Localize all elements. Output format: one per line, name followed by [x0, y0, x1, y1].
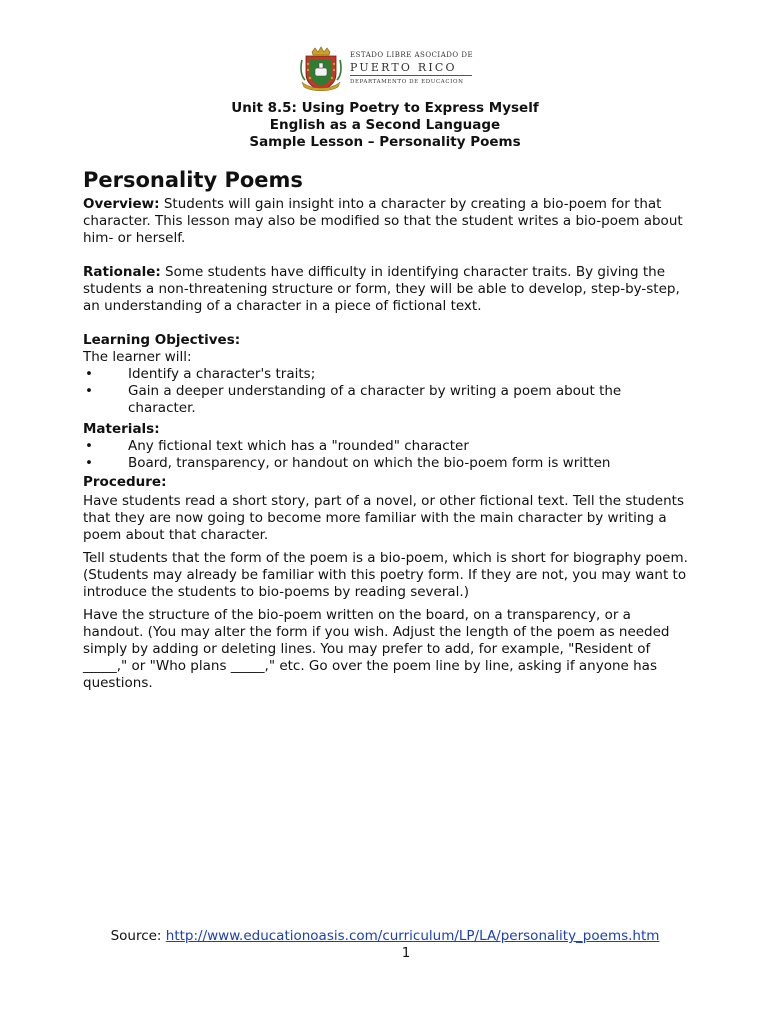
overview-text: Students will gain insight into a character by creating a bio-poem for that character. This lesson may also be modified so that the student writes a bio-poem about him- or herself. — [83, 196, 683, 246]
agency-line-3: DEPARTAMENTO DE EDUCACION — [350, 79, 464, 86]
bullet-icon: • — [85, 383, 93, 399]
list-item — [83, 455, 693, 472]
procedure-label: Procedure: — [83, 474, 167, 490]
procedure-paragraph: Tell students that the form of the poem is a bio-poem, which is short for biography poem. (Students may already be familiar with this poetry form. If they are not, you may want to introduce the students to bio-poems by reading several.) — [83, 550, 688, 600]
list-item-text: Board, transparency, or handout on which the bio-poem form is written — [128, 455, 611, 471]
agency-logo — [298, 44, 478, 94]
agency-line-1: ESTADO LIBRE ASOCIADO DE — [350, 51, 474, 60]
bullet-icon: • — [85, 366, 93, 382]
course-title: English as a Second Language — [269, 117, 501, 133]
agency-divider — [350, 75, 472, 76]
lesson-subtitle: Sample Lesson – Personality Poems — [249, 134, 521, 150]
page-number: 1 — [401, 945, 411, 961]
overview-paragraph — [83, 196, 693, 247]
source-label: Source: — [110, 928, 166, 944]
list-item — [83, 438, 693, 455]
rationale-text: Some students have difficulty in identifying character traits. By giving the students a non-threatening structure or form, they will be able to develop, step-by-step, an understanding of a character in a piece of fictional text. — [83, 264, 680, 314]
procedure-paragraph: Have students read a short story, part of a novel, or other fictional text. Tell the students that they are now going to become more familiar with the main character by writing a poem about that character. — [83, 493, 685, 543]
bullet-icon: • — [85, 438, 93, 454]
list-item-text: Gain a deeper understanding of a character by writing a poem about the character. — [128, 383, 622, 416]
materials-list — [83, 438, 693, 472]
rationale-label: Rationale: — [83, 264, 161, 280]
source-footer — [0, 928, 770, 945]
list-item — [83, 366, 693, 383]
objectives-label: Learning Objectives: — [83, 332, 241, 348]
page-title: Personality Poems — [83, 168, 303, 192]
objectives-list — [83, 366, 693, 417]
coat-of-arms-icon — [298, 46, 344, 92]
agency-line-2: PUERTO RICO — [350, 61, 457, 75]
agency-name — [350, 52, 473, 86]
bullet-icon: • — [85, 455, 93, 471]
list-item — [83, 383, 693, 417]
list-item-text: Identify a character's traits; — [128, 366, 316, 382]
unit-title: Unit 8.5: Using Poetry to Express Myself — [231, 100, 539, 116]
source-link[interactable]: http://www.educationoasis.com/curriculum/LP/LA/personality_poems.htm — [165, 928, 660, 944]
objectives-intro: The learner will: — [83, 349, 192, 365]
rationale-paragraph — [83, 264, 693, 315]
lesson-title-block — [0, 100, 770, 151]
materials-label: Materials: — [83, 421, 160, 437]
list-item-text: Any fictional text which has a "rounded" character — [128, 438, 469, 454]
lesson-content — [83, 166, 693, 692]
overview-label: Overview: — [83, 196, 160, 212]
procedure-paragraph: Have the structure of the bio-poem written on the board, on a transparency, or a handout. (You may alter the form if you wish. Adjust the length of the poem as needed simply by adding or deleting lines. You may prefer to add, for example, "Resident of _____," or "Who plans _____," etc. Go over the poem line by line, asking if anyone has questions. — [83, 607, 670, 691]
